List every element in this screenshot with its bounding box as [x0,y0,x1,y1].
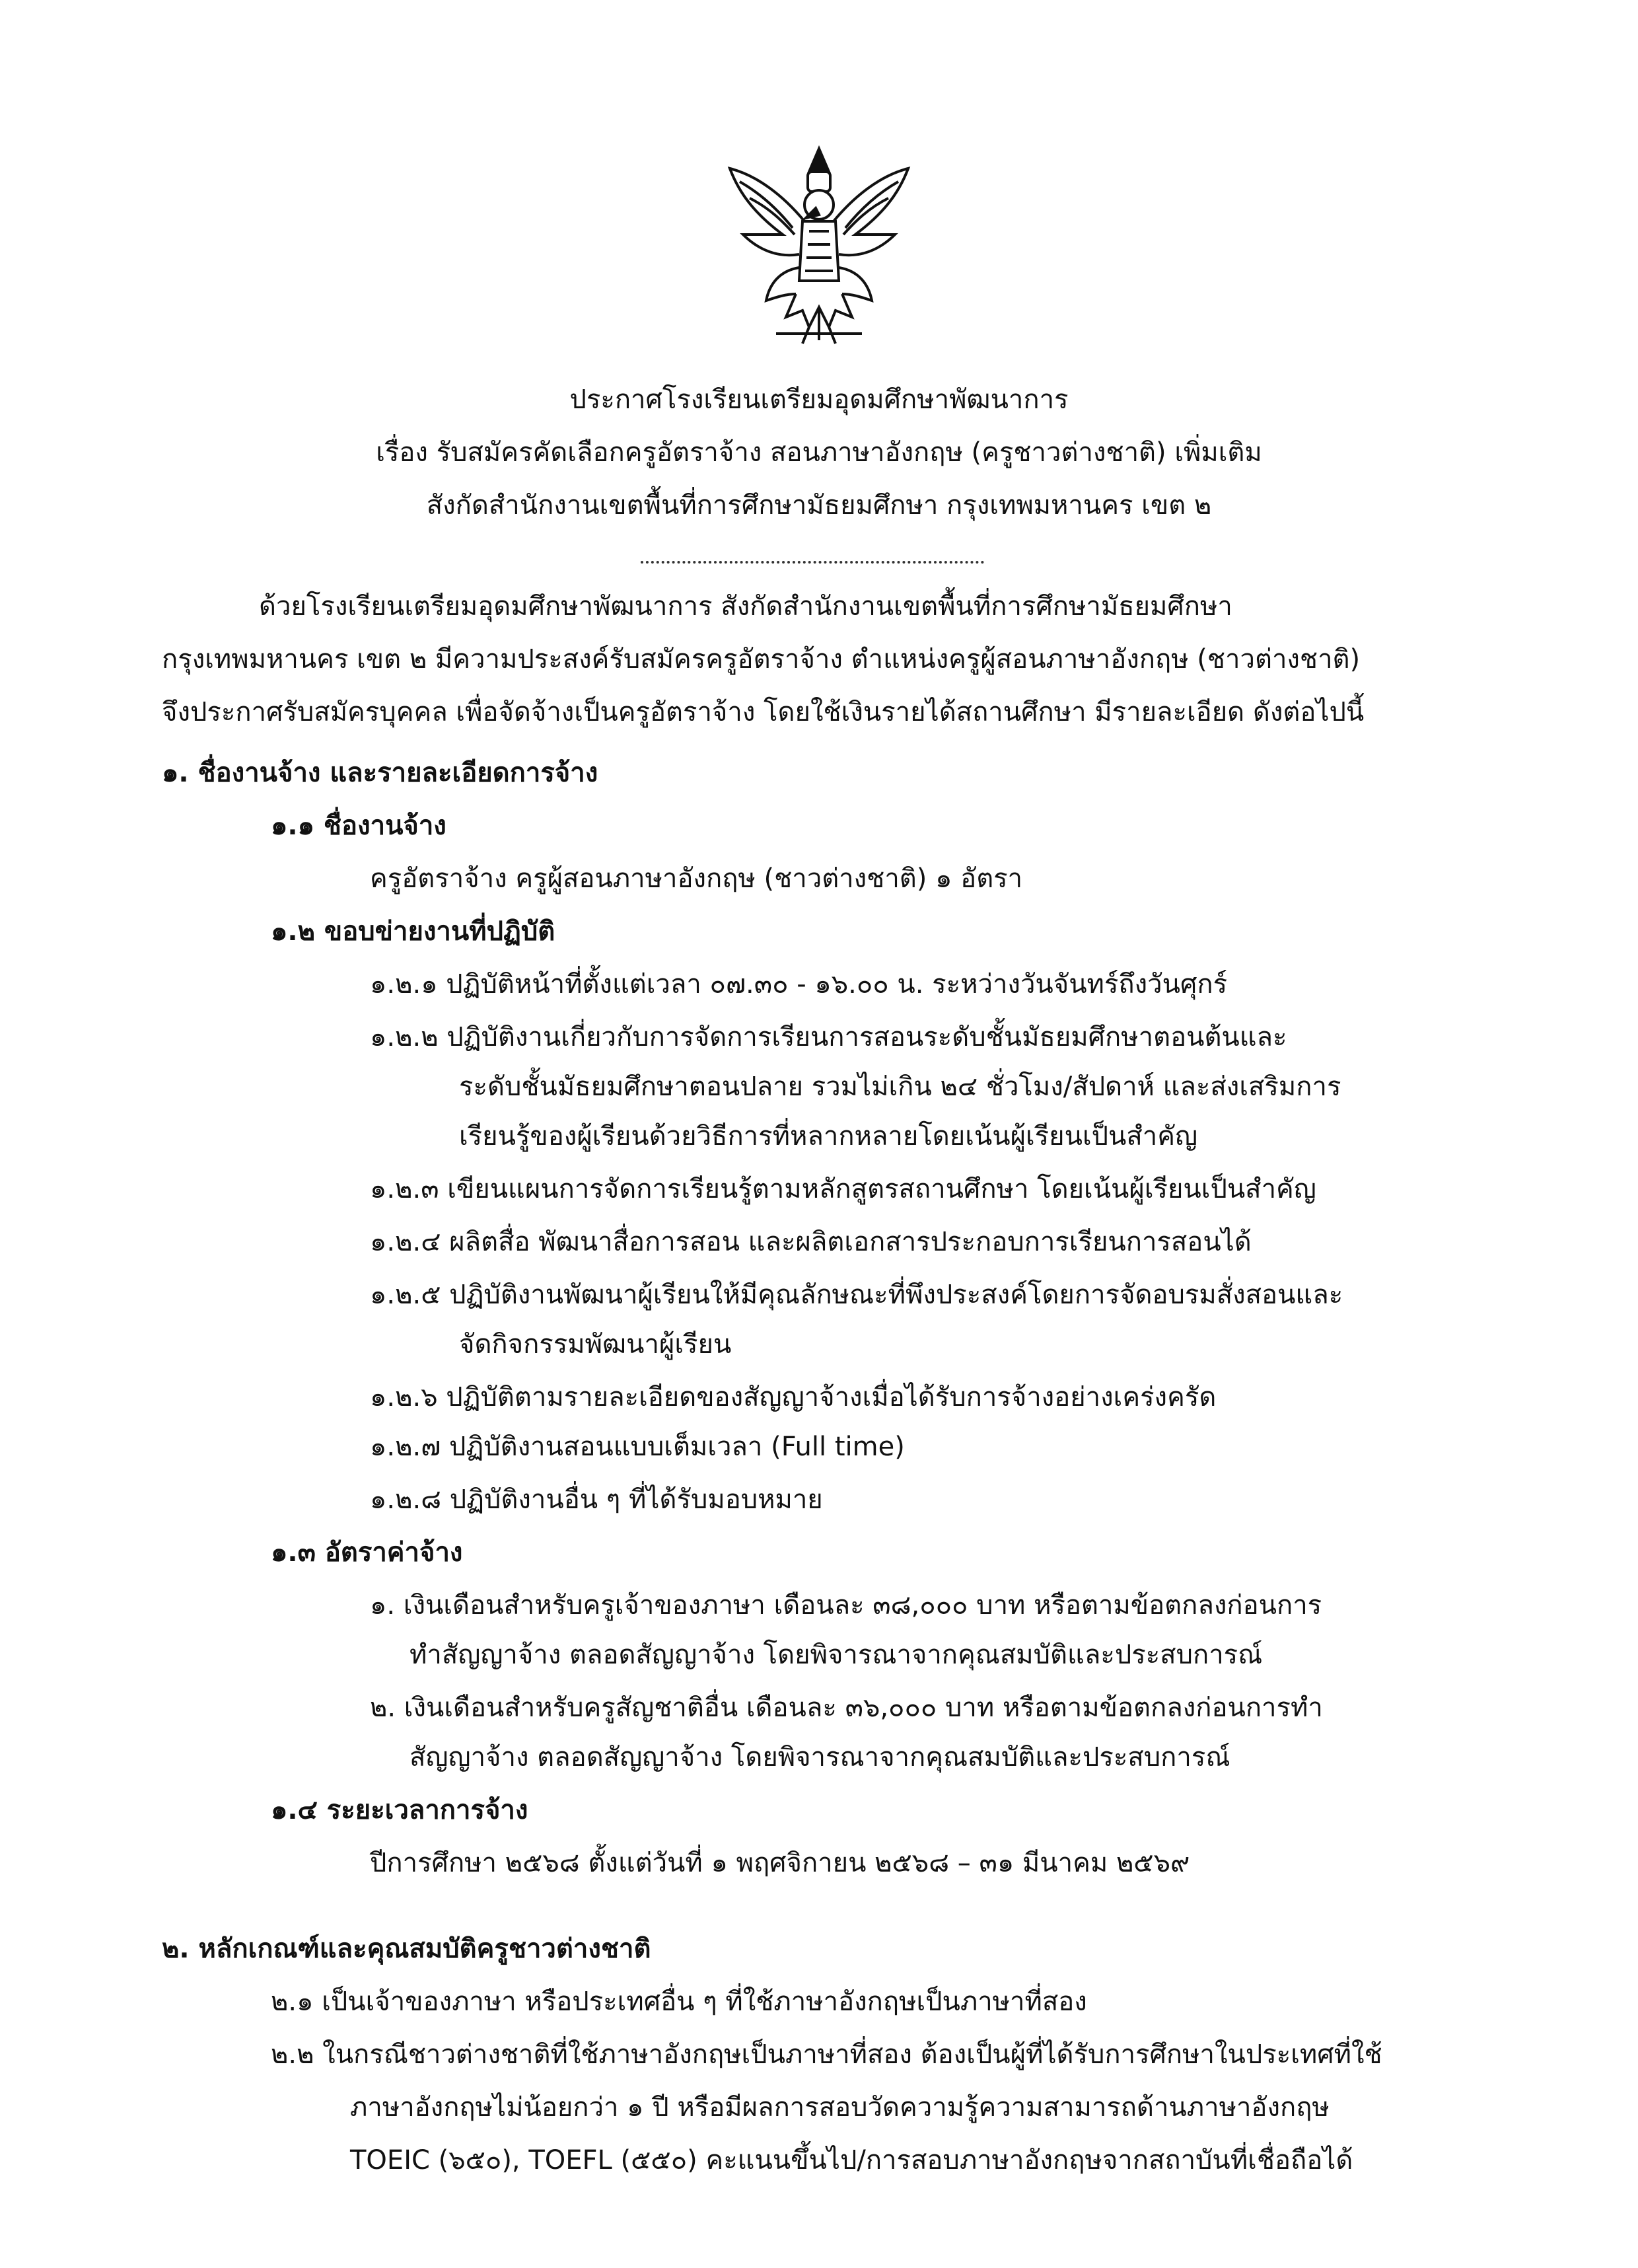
intro-line-1: ด้วยโรงเรียนเตรียมอุดมศึกษาพัฒนาการ สังกัดสำนักงานเขตพื้นที่การศึกษามัธยมศึกษา [259,591,1232,622]
qualification-item-2-cont-1: ภาษาอังกฤษไม่น้อยกว่า ๑ ปี หรือมีผลการสอบวัดความรู้ความสามารถด้านภาษาอังกฤษ [350,2092,1330,2123]
duty-item-5: ๑.๒.๕ ปฏิบัติงานพัฒนาผู้เรียนให้มีคุณลักษณะที่พึงประสงค์โดยการจัดอบรมสั่งสอนและ [370,1280,1343,1310]
duty-item-6: ๑.๒.๖ ปฏิบัติตามรายละเอียดของสัญญาจ้างเมื่อได้รับการจ้างอย่างเคร่งครัด [370,1382,1217,1412]
duty-item-2-cont-2: เรียนรู้ของผู้เรียนด้วยวิธีการที่หลากหลายโดยเน้นผู้เรียนเป็นสำคัญ [459,1121,1198,1152]
section-1-1-heading: ๑.๑ ชื่องานจ้าง [271,811,446,841]
duty-item-4: ๑.๒.๔ ผลิตสื่อ พัฒนาสื่อการสอน และผลิตเอกสารประกอบการเรียนการสอนได้ [370,1227,1252,1257]
section-1-3-heading: ๑.๓ อัตราค่าจ้าง [271,1537,463,1568]
qualification-item-1: ๒.๑ เป็นเจ้าของภาษา หรือประเทศอื่น ๆ ที่ใช้ภาษาอังกฤษเป็นภาษาที่สอง [271,1987,1087,2017]
wage-item-2: ๒. เงินเดือนสำหรับครูสัญชาติอื่น เดือนละ ๓๖,๐๐๐ บาท หรือตามข้อตกลงก่อนการทำ [370,1693,1323,1723]
qualification-item-2-cont-2: TOEIC (๖๕๐), TOEFL (๕๕๐) คะแนนขึ้นไป/การสอบภาษาอังกฤษจากสถาบันที่เชื่อถือได้ [350,2145,1353,2176]
duty-item-8: ๑.๒.๘ ปฏิบัติงานอื่น ๆ ที่ได้รับมอบหมาย [370,1484,823,1515]
section-1-4-text: ปีการศึกษา ๒๕๖๘ ตั้งแต่วันที่ ๑ พฤศจิกายน ๒๕๖๘ – ๓๑ มีนาคม ๒๕๖๙ [370,1848,1190,1878]
qualification-item-2: ๒.๒ ในกรณีชาวต่างชาติที่ใช้ภาษาอังกฤษเป็นภาษาที่สอง ต้องเป็นผู้ที่ได้รับการศึกษาในประเทศที่ใช้ [271,2039,1382,2070]
garuda-emblem-icon [710,135,928,353]
duty-item-1: ๑.๒.๑ ปฏิบัติหน้าที่ตั้งแต่เวลา ๐๗.๓๐ - ๑๖.๐๐ น. ระหว่างวันจันทร์ถึงวันศุกร์ [370,969,1228,1000]
section-1-4-heading: ๑.๔ ระยะเวลาการจ้าง [271,1795,528,1825]
intro-line-2: กรุงเทพมหานคร เขต ๒ มีความประสงค์รับสมัครครูอัตราจ้าง ตำแหน่งครูผู้สอนภาษาอังกฤษ (ชาวต่างชาติ) [162,644,1361,675]
duty-item-7: ๑.๒.๗ ปฏิบัติงานสอนแบบเต็มเวลา (Full time) [370,1432,905,1462]
section-1-heading: ๑. ชื่องานจ้าง และรายละเอียดการจ้าง [162,758,598,788]
announcement-title: ประกาศโรงเรียนเตรียมอุดมศึกษาพัฒนาการ [569,384,1069,415]
announcement-affiliation: สังกัดสำนักงานเขตพื้นที่การศึกษามัธยมศึกษา กรุงเทพมหานคร เขต ๒ [426,490,1212,521]
wage-item-1-cont: ทำสัญญาจ้าง ตลอดสัญญาจ้าง โดยพิจารณาจากคุณสมบัติและประสบการณ์ [410,1640,1263,1670]
duty-item-5-cont: จัดกิจกรรมพัฒนาผู้เรียน [459,1329,732,1360]
section-1-1-text: ครูอัตราจ้าง ครูผู้สอนภาษาอังกฤษ (ชาวต่างชาติ) ๑ อัตรา [370,863,1023,894]
intro-line-3: จึงประกาศรับสมัครบุคคล เพื่อจัดจ้างเป็นครูอัตราจ้าง โดยใช้เงินรายได้สถานศึกษา มีรายละเอียด ดังต่อไปนี้ [162,697,1365,727]
dotted-separator [641,557,984,564]
announcement-subject: เรื่อง รับสมัครคัดเลือกครูอัตราจ้าง สอนภาษาอังกฤษ (ครูชาวต่างชาติ) เพิ่มเติม [376,437,1262,468]
section-1-2-heading: ๑.๒ ขอบข่ายงานที่ปฏิบัติ [271,916,555,947]
wage-item-1: ๑. เงินเดือนสำหรับครูเจ้าของภาษา เดือนละ ๓๘,๐๐๐ บาท หรือตามข้อตกลงก่อนการ [370,1590,1322,1621]
section-2-heading: ๒. หลักเกณฑ์และคุณสมบัติครูชาวต่างชาติ [162,1934,651,1964]
duty-item-2: ๑.๒.๒ ปฏิบัติงานเกี่ยวกับการจัดการเรียนการสอนระดับชั้นมัธยมศึกษาตอนต้นและ [370,1022,1287,1052]
duty-item-3: ๑.๒.๓ เขียนแผนการจัดการเรียนรู้ตามหลักสูตรสถานศึกษา โดยเน้นผู้เรียนเป็นสำคัญ [370,1174,1316,1204]
duty-item-2-cont-1: ระดับชั้นมัธยมศึกษาตอนปลาย รวมไม่เกิน ๒๔ ชั่วโมง/สัปดาห์ และส่งเสริมการ [459,1072,1341,1102]
wage-item-2-cont: สัญญาจ้าง ตลอดสัญญาจ้าง โดยพิจารณาจากคุณสมบัติและประสบการณ์ [410,1742,1230,1773]
